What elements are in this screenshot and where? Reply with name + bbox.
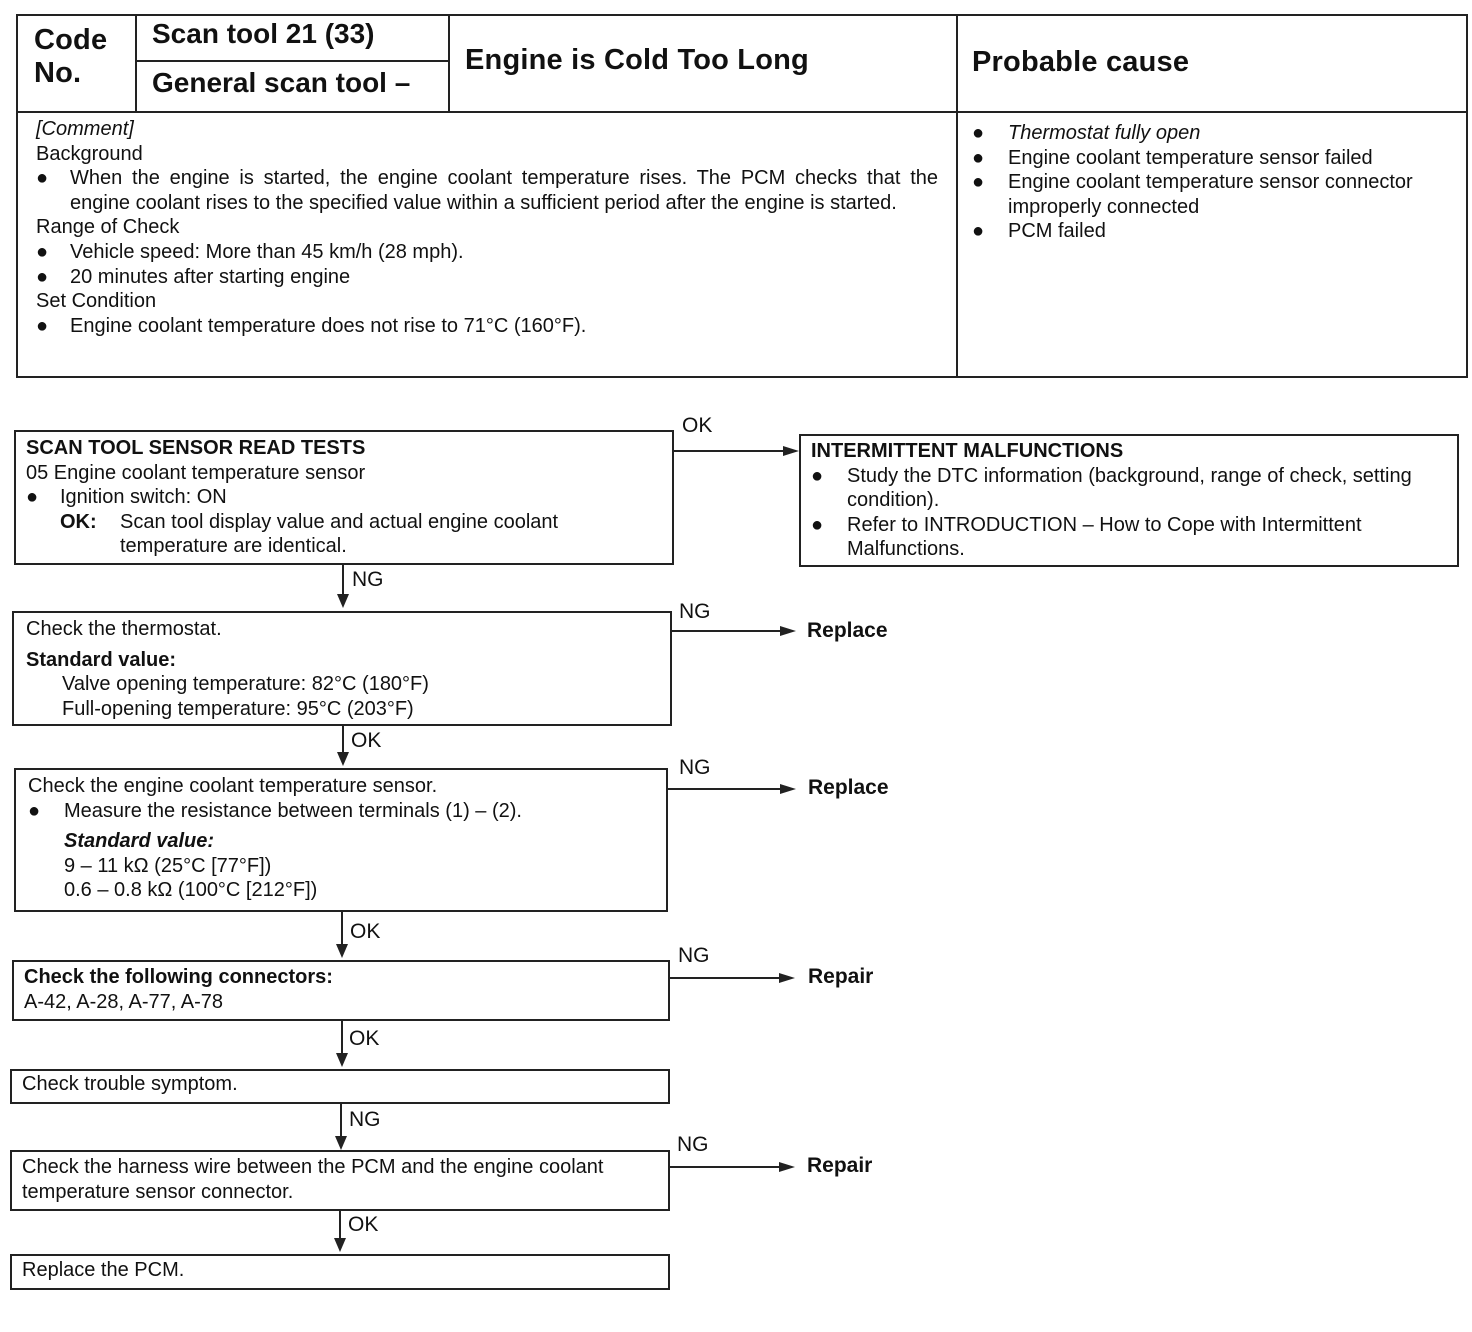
arrow-right-icon [779,973,795,983]
ng-label: NG [678,944,710,967]
range-item: ● Vehicle speed: More than 45 km/h (28 mph). [36,240,464,263]
background-item: ● When the engine is started, the engine coolant temperature rises. The PCM checks that the engine coolant rises to the specified value within a sufficient period after the engine is started. [36,167,938,214]
box-line: Check the thermostat. [26,618,222,640]
standard-value-item: 0.6 – 0.8 kΩ (100°C [212°F]) [64,879,318,902]
ok-label: OK [350,920,381,943]
ok-label: OK [349,1027,380,1050]
arrow-right-icon [783,446,799,456]
ok-label: OK [348,1213,379,1236]
flow-arrow-line [674,450,784,452]
table-divider [448,14,450,112]
thermostat-check-box [12,611,672,726]
ok-condition [26,510,662,559]
repair-action: Repair [808,965,874,988]
flow-arrow-line [340,1104,342,1140]
box-title: INTERMITTENT MALFUNCTIONS [811,440,1124,462]
ok-label: OK [351,729,382,752]
replace-action: Replace [807,619,888,642]
box-title: Check the following connectors: [24,966,333,988]
flow-arrow-line [341,1021,343,1057]
probable-cause-item: ● PCM failed [972,220,1106,243]
ok-condition-text: Scan tool display value and actual engine coolant temperature are identical. [120,510,559,558]
box-line: Check trouble symptom. [22,1073,238,1095]
ok-condition-label: OK: [60,510,97,533]
arrow-right-icon [780,784,796,794]
bullet-icon: ● [28,799,41,822]
scan-tool-read-test-box [14,430,674,565]
general-scan-tool-label: General scan tool – [152,67,411,98]
flow-arrow-line [670,977,780,979]
connector-list: A-42, A-28, A-77, A-78 [24,990,224,1013]
sensor-line: 05 Engine coolant temperature sensor [26,461,366,484]
standard-value-label: Standard value: [26,648,177,671]
trouble-symptom-box [10,1069,670,1104]
standard-value-item: Full-opening temperature: 95°C (203°F) [62,697,414,720]
table-divider [16,111,1468,113]
flow-arrow-line [672,630,780,632]
probable-cause-item: ● Engine coolant temperature sensor failed [972,146,1373,169]
coolant-sensor-check-box [14,768,668,912]
intermittent-malfunctions-box [799,434,1459,567]
bullet-icon: ● [811,513,824,536]
table-divider [135,60,449,62]
box-line: Check the harness wire between the PCM and the engine coolant temperature sensor connector. [22,1156,604,1203]
ng-label: NG [679,756,711,779]
bullet-icon: ● [26,486,39,509]
bullet-icon: ● [36,265,49,288]
ng-label: NG [679,600,711,623]
bullet-icon: ● [972,146,985,169]
comment-section [36,117,938,338]
box-title: SCAN TOOL SENSOR READ TESTS [26,437,366,459]
repair-action: Repair [807,1154,873,1177]
arrow-right-icon [779,1162,795,1172]
bullet-icon: ● [811,464,824,487]
range-item: ● 20 minutes after starting engine [36,265,351,288]
bullet-icon: ● [972,220,985,243]
arrow-down-icon [336,944,348,958]
standard-value-item: 9 – 11 kΩ (25°C [77°F]) [64,854,272,877]
arrow-down-icon [337,594,349,608]
box-line: Replace the PCM. [22,1259,185,1281]
flow-arrow-line [670,1166,780,1168]
bullet-icon: ● [36,240,49,263]
table-divider [956,14,958,378]
flow-arrow-line [668,788,780,790]
set-condition-item: ● Engine coolant temperature does not rise to 71°C (160°F). [36,314,587,337]
intermittent-item: ● Refer to INTRODUCTION – How to Cope with Intermittent Malfunctions. [811,513,1362,561]
arrow-down-icon [335,1136,347,1150]
scan-tool-21-label: Scan tool 21 (33) [152,18,375,49]
flow-arrow-line [341,912,343,948]
harness-check-box [10,1150,670,1211]
connector-check-box [12,960,670,1021]
arrow-down-icon [334,1238,346,1252]
probable-cause-heading: Probable cause [972,46,1190,78]
ok-label: OK [682,414,713,437]
arrow-down-icon [337,752,349,766]
bullet-icon: ● [972,122,985,144]
background-heading: Background [36,142,143,165]
resistance-item: ● Measure the resistance between terminals (1) – (2). [28,799,522,822]
probable-cause-item: ● Thermostat fully open [972,122,1201,144]
standard-value-label: Standard value: [64,830,215,853]
ng-label: NG [677,1133,709,1156]
comment-label: [Comment] [36,118,134,140]
range-heading: Range of Check [36,216,180,239]
probable-cause-item: ● Engine coolant temperature sensor connector improperly connected [972,171,1413,218]
ng-label: NG [349,1108,381,1131]
intermittent-item: ● Study the DTC information (background, range of check, setting condition). [811,464,1412,512]
table-divider [135,14,137,112]
bullet-icon: ● [972,171,985,194]
code-no-label: Code No. [34,24,108,89]
bullet-icon: ● [36,314,49,337]
arrow-right-icon [780,626,796,636]
replace-action: Replace [808,776,889,799]
box-line: Check the engine coolant temperature sensor. [28,775,438,797]
bullet-icon: ● [36,167,49,190]
set-condition-heading: Set Condition [36,290,157,313]
standard-value-item: Valve opening temperature: 82°C (180°F) [62,673,429,696]
ignition-item: ● Ignition switch: ON [26,486,227,509]
page-title: Engine is Cold Too Long [465,44,809,76]
ng-label: NG [352,568,384,591]
arrow-down-icon [336,1053,348,1067]
replace-pcm-box [10,1254,670,1290]
probable-cause-list [972,121,1450,244]
